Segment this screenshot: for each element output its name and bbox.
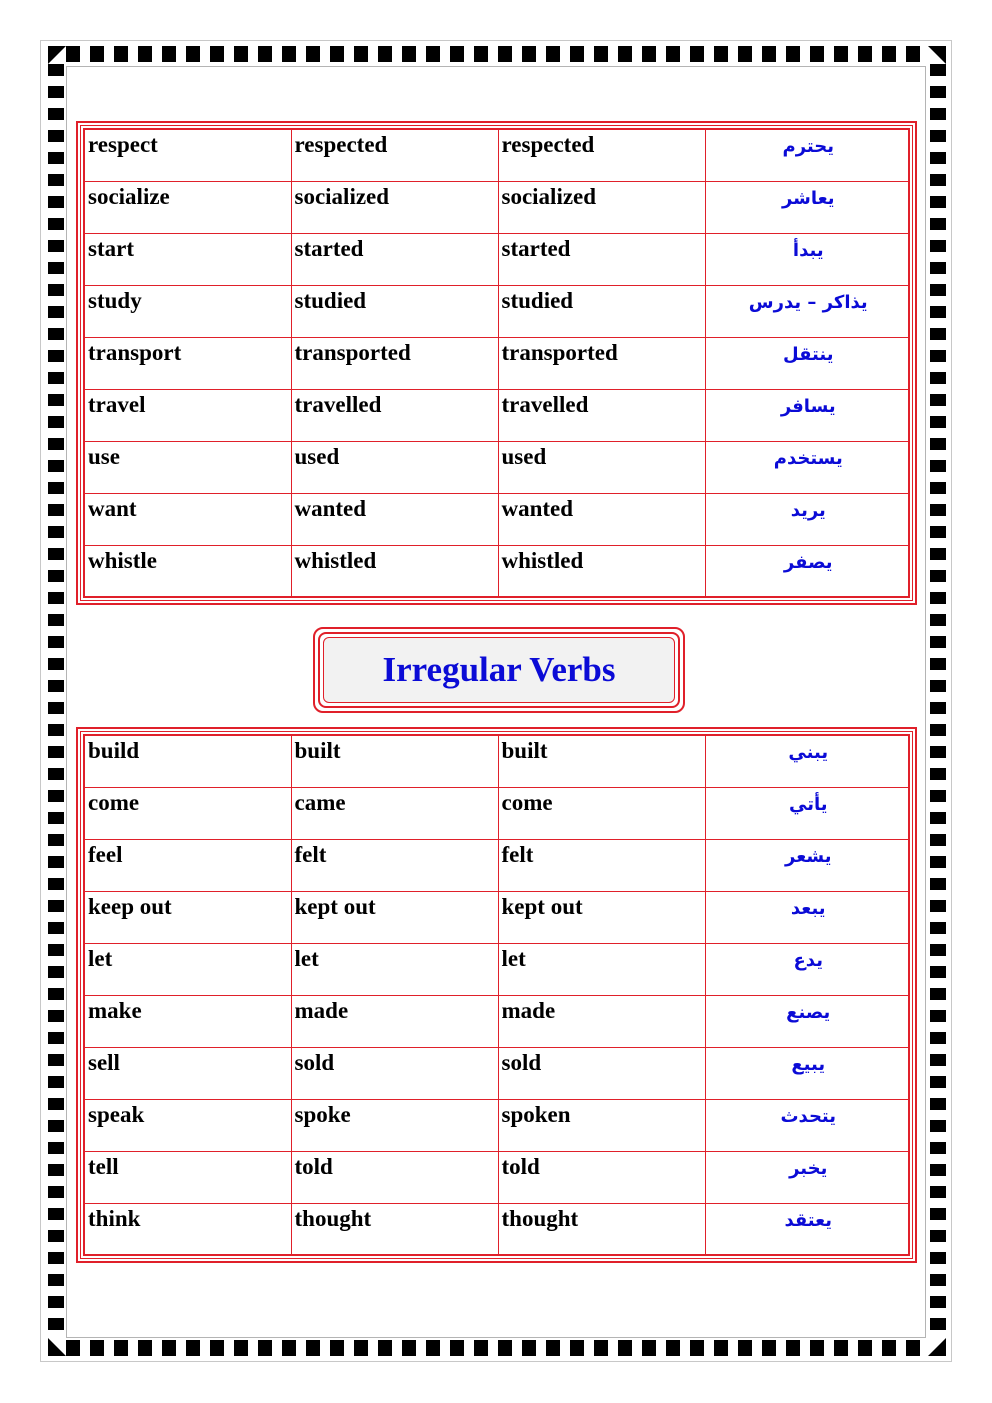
verb-base: sell xyxy=(84,1047,291,1099)
verb-base: transport xyxy=(84,337,291,389)
table-row xyxy=(84,181,909,233)
verb-arabic-meaning: يعتقد xyxy=(705,1203,909,1255)
verb-past: started xyxy=(291,233,498,285)
verb-past-participle: told xyxy=(498,1151,705,1203)
verb-arabic-meaning: يبدأ xyxy=(705,233,909,285)
table-row xyxy=(84,1151,909,1203)
verb-past-participle: transported xyxy=(498,337,705,389)
verb-past-participle: started xyxy=(498,233,705,285)
verb-base: feel xyxy=(84,839,291,891)
verb-past: kept out xyxy=(291,891,498,943)
verb-arabic-meaning: ينتقل xyxy=(705,337,909,389)
verb-base: respect xyxy=(84,129,291,181)
verb-arabic-meaning: يعاشر xyxy=(705,181,909,233)
table-row xyxy=(84,1047,909,1099)
table-row xyxy=(84,545,909,597)
verb-arabic-meaning: يصنع xyxy=(705,995,909,1047)
verb-arabic-meaning: يذاكر – يدرس xyxy=(705,285,909,337)
decorative-border-right xyxy=(930,64,946,1340)
regular-verbs-table-frame xyxy=(76,121,917,605)
table-row xyxy=(84,493,909,545)
verb-past-participle: spoken xyxy=(498,1099,705,1151)
verb-past: felt xyxy=(291,839,498,891)
verb-past: came xyxy=(291,787,498,839)
verb-base: use xyxy=(84,441,291,493)
verb-past: told xyxy=(291,1151,498,1203)
table-row xyxy=(84,735,909,787)
verb-past-participle: made xyxy=(498,995,705,1047)
verb-base: travel xyxy=(84,389,291,441)
verb-base: whistle xyxy=(84,545,291,597)
decorative-border-left xyxy=(48,64,64,1340)
verb-base: want xyxy=(84,493,291,545)
irregular-verbs-table xyxy=(83,734,910,1256)
verb-base: study xyxy=(84,285,291,337)
verb-past-participle: kept out xyxy=(498,891,705,943)
verb-past: built xyxy=(291,735,498,787)
verb-past-participle: whistled xyxy=(498,545,705,597)
verb-base: come xyxy=(84,787,291,839)
verb-base: socialize xyxy=(84,181,291,233)
table-row xyxy=(84,943,909,995)
verb-base: keep out xyxy=(84,891,291,943)
verb-past: studied xyxy=(291,285,498,337)
verb-arabic-meaning: يسافر xyxy=(705,389,909,441)
verb-arabic-meaning: يستخدم xyxy=(705,441,909,493)
table-row xyxy=(84,389,909,441)
verb-arabic-meaning: يدع xyxy=(705,943,909,995)
verb-base: start xyxy=(84,233,291,285)
verb-past-participle: wanted xyxy=(498,493,705,545)
verb-base: make xyxy=(84,995,291,1047)
verb-past: used xyxy=(291,441,498,493)
section-heading: Irregular Verbs xyxy=(382,650,616,689)
verb-past-participle: come xyxy=(498,787,705,839)
table-row xyxy=(84,1203,909,1255)
verb-arabic-meaning: يشعر xyxy=(705,839,909,891)
verb-arabic-meaning: يبعد xyxy=(705,891,909,943)
verb-past-participle: built xyxy=(498,735,705,787)
table-row xyxy=(84,891,909,943)
verb-base: tell xyxy=(84,1151,291,1203)
verb-past: socialized xyxy=(291,181,498,233)
table-row xyxy=(84,787,909,839)
verb-arabic-meaning: يبني xyxy=(705,735,909,787)
table-row xyxy=(84,441,909,493)
verb-past-participle: felt xyxy=(498,839,705,891)
table-row xyxy=(84,839,909,891)
verb-arabic-meaning: يتحدث xyxy=(705,1099,909,1151)
verb-base: let xyxy=(84,943,291,995)
decorative-border-bottom xyxy=(66,1340,926,1356)
table-row xyxy=(84,285,909,337)
verb-arabic-meaning: يصفر xyxy=(705,545,909,597)
verb-past: made xyxy=(291,995,498,1047)
verb-arabic-meaning: يبيع xyxy=(705,1047,909,1099)
verb-base: think xyxy=(84,1203,291,1255)
verb-past-participle: studied xyxy=(498,285,705,337)
table-row xyxy=(84,129,909,181)
verb-past-participle: respected xyxy=(498,129,705,181)
verb-past-participle: let xyxy=(498,943,705,995)
verb-past: sold xyxy=(291,1047,498,1099)
table-row xyxy=(84,995,909,1047)
verb-past-participle: travelled xyxy=(498,389,705,441)
verb-past-participle: socialized xyxy=(498,181,705,233)
verb-past: wanted xyxy=(291,493,498,545)
verb-arabic-meaning: يأتي xyxy=(705,787,909,839)
verb-past-participle: sold xyxy=(498,1047,705,1099)
verb-past: whistled xyxy=(291,545,498,597)
section-heading-box xyxy=(313,627,685,713)
verb-past: spoke xyxy=(291,1099,498,1151)
verb-past-participle: used xyxy=(498,441,705,493)
verb-base: speak xyxy=(84,1099,291,1151)
table-row xyxy=(84,233,909,285)
verb-arabic-meaning: يريد xyxy=(705,493,909,545)
irregular-verbs-table-frame xyxy=(76,727,917,1263)
verb-past: thought xyxy=(291,1203,498,1255)
verb-past-participle: thought xyxy=(498,1203,705,1255)
verb-arabic-meaning: يحترم xyxy=(705,129,909,181)
verb-past: transported xyxy=(291,337,498,389)
verb-base: build xyxy=(84,735,291,787)
verb-past: let xyxy=(291,943,498,995)
verb-past: respected xyxy=(291,129,498,181)
table-row xyxy=(84,337,909,389)
table-row xyxy=(84,1099,909,1151)
decorative-border-top xyxy=(66,46,926,62)
verb-arabic-meaning: يخبر xyxy=(705,1151,909,1203)
regular-verbs-table xyxy=(83,128,910,598)
verb-past: travelled xyxy=(291,389,498,441)
